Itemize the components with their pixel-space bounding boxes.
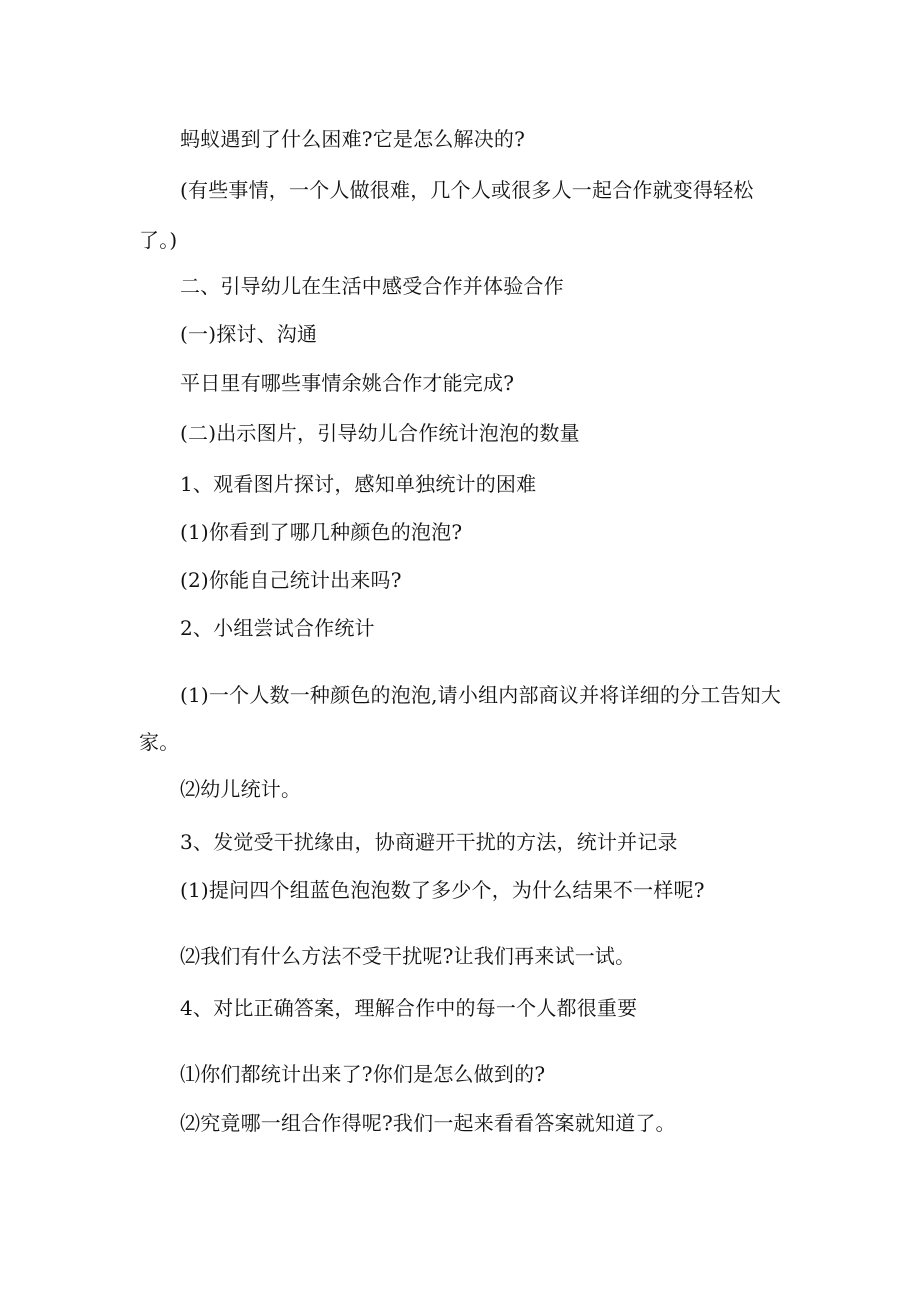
subsection-heading-2: (二)出示图片，引导幼儿合作统计泡泡的数量 bbox=[180, 421, 580, 445]
step-heading-1: 1、观看图片探讨，感知单独统计的困难 bbox=[180, 472, 537, 496]
answer-line-2: 了。) bbox=[139, 228, 178, 252]
paragraph-line: 平日里有哪些事情余姚合作才能完成? bbox=[180, 371, 515, 395]
answer-line-1: (有些事情，一个人做很难，几个人或很多人一起合作就变得轻松 bbox=[180, 178, 754, 202]
step-item: ⑵我们有什么方法不受干扰呢?让我们再来试一试。 bbox=[180, 944, 636, 968]
step-item: (1)提问四个组蓝色泡泡数了多少个，为什么结果不一样呢? bbox=[180, 878, 705, 902]
step-item: ⑵究竟哪一组合作得呢?我们一起来看看答案就知道了。 bbox=[180, 1111, 676, 1135]
step-item: ⑵幼儿统计。 bbox=[180, 777, 302, 801]
section-heading-2: 二、引导幼儿在生活中感受合作并体验合作 bbox=[180, 274, 564, 298]
subsection-heading-1: (一)探讨、沟通 bbox=[180, 322, 318, 346]
step-heading-4: 4、对比正确答案，理解合作中的每一个人都很重要 bbox=[180, 996, 638, 1020]
step-item: (1)一个人数一种颜色的泡泡,请小组内部商议并将详细的分工告知大 bbox=[180, 683, 782, 707]
step-item: (1)你看到了哪几种颜色的泡泡? bbox=[180, 520, 463, 544]
step-heading-2: 2、小组尝试合作统计 bbox=[180, 616, 375, 640]
step-item: ⑴你们都统计出来了?你们是怎么做到的? bbox=[180, 1062, 546, 1086]
step-heading-3: 3、发觉受干扰缘由，协商避开干扰的方法，统计并记录 bbox=[180, 830, 678, 854]
question-line: 蚂蚁遇到了什么困难?它是怎么解决的? bbox=[180, 127, 526, 151]
step-item: (2)你能自己统计出来吗? bbox=[180, 568, 402, 592]
step-item-continuation: 家。 bbox=[139, 730, 180, 754]
